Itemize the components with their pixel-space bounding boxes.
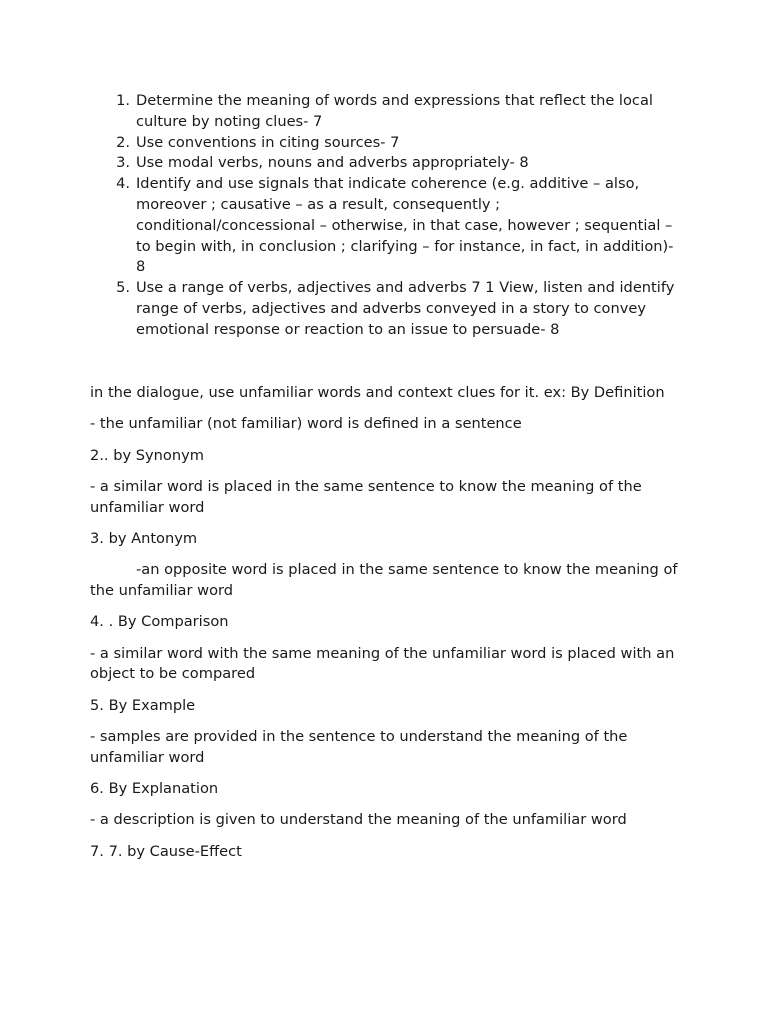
- note-heading: 4. . By Comparison: [90, 613, 229, 631]
- intro-paragraph: in the dialogue, use unfamiliar words and context clues for it. ex: By Definition: [90, 384, 665, 401]
- note-heading: 2.. by Synonym: [90, 446, 204, 464]
- note-heading: 5. By Example: [90, 696, 196, 714]
- note-paragraph: - samples are provided in the sentence to understand the meaning of the unfamiliar word: [90, 728, 628, 766]
- context-clues-notes: [90, 383, 682, 873]
- note-heading: 6. By Explanation: [90, 780, 219, 798]
- note-paragraph: - a similar word with the same meaning of the unfamiliar word is placed with an object to be compared: [90, 644, 675, 683]
- note-heading: 7. 7. by Cause-Effect: [90, 842, 242, 860]
- objective-number: 3.: [116, 154, 130, 172]
- objective-item: [110, 174, 682, 278]
- objective-number: 1.: [116, 92, 130, 109]
- objective-number: 2.: [116, 133, 130, 151]
- note-paragraph: -an opposite word is placed in the same sentence to know the meaning of the unfamiliar word: [90, 561, 678, 600]
- objective-text: Use conventions in citing sources- 7: [136, 133, 400, 151]
- note-paragraph: - a similar word is placed in the same sentence to know the meaning of the unfamiliar word: [90, 477, 642, 516]
- objective-item: [110, 91, 682, 133]
- objective-item: [110, 153, 682, 174]
- note-paragraph: - a description is given to understand the meaning of the unfamiliar word: [90, 811, 627, 829]
- note-paragraph: - the unfamiliar (not familiar) word is defined in a sentence: [90, 415, 522, 433]
- objective-text: Use a range of verbs, adjectives and adverbs 7 1 View, listen and identify range of verbs, adjectives and adverbs conveyed in a story to convey emotional response or reaction to an issue to persuade- 8: [136, 279, 675, 338]
- objective-number: 4.: [116, 175, 130, 193]
- objective-text: Identify and use signals that indicate coherence (e.g. additive – also, moreover ; causative – as a result, consequently ; conditional/concessional – otherwise, in that case, however ; sequential – to begin with, in conclusion ; clarifying – for instance, in fact, in addition)- 8: [136, 175, 674, 276]
- note-heading: 3. by Antonym: [90, 529, 198, 547]
- objective-number: 5.: [116, 279, 130, 297]
- objective-text: Use modal verbs, nouns and adverbs appropriately- 8: [136, 154, 529, 172]
- objective-text: Determine the meaning of words and expressions that reflect the local culture by noting clues- 7: [136, 92, 653, 130]
- objective-item: [110, 278, 682, 340]
- objectives-list: [110, 91, 682, 341]
- objective-item: [110, 133, 682, 154]
